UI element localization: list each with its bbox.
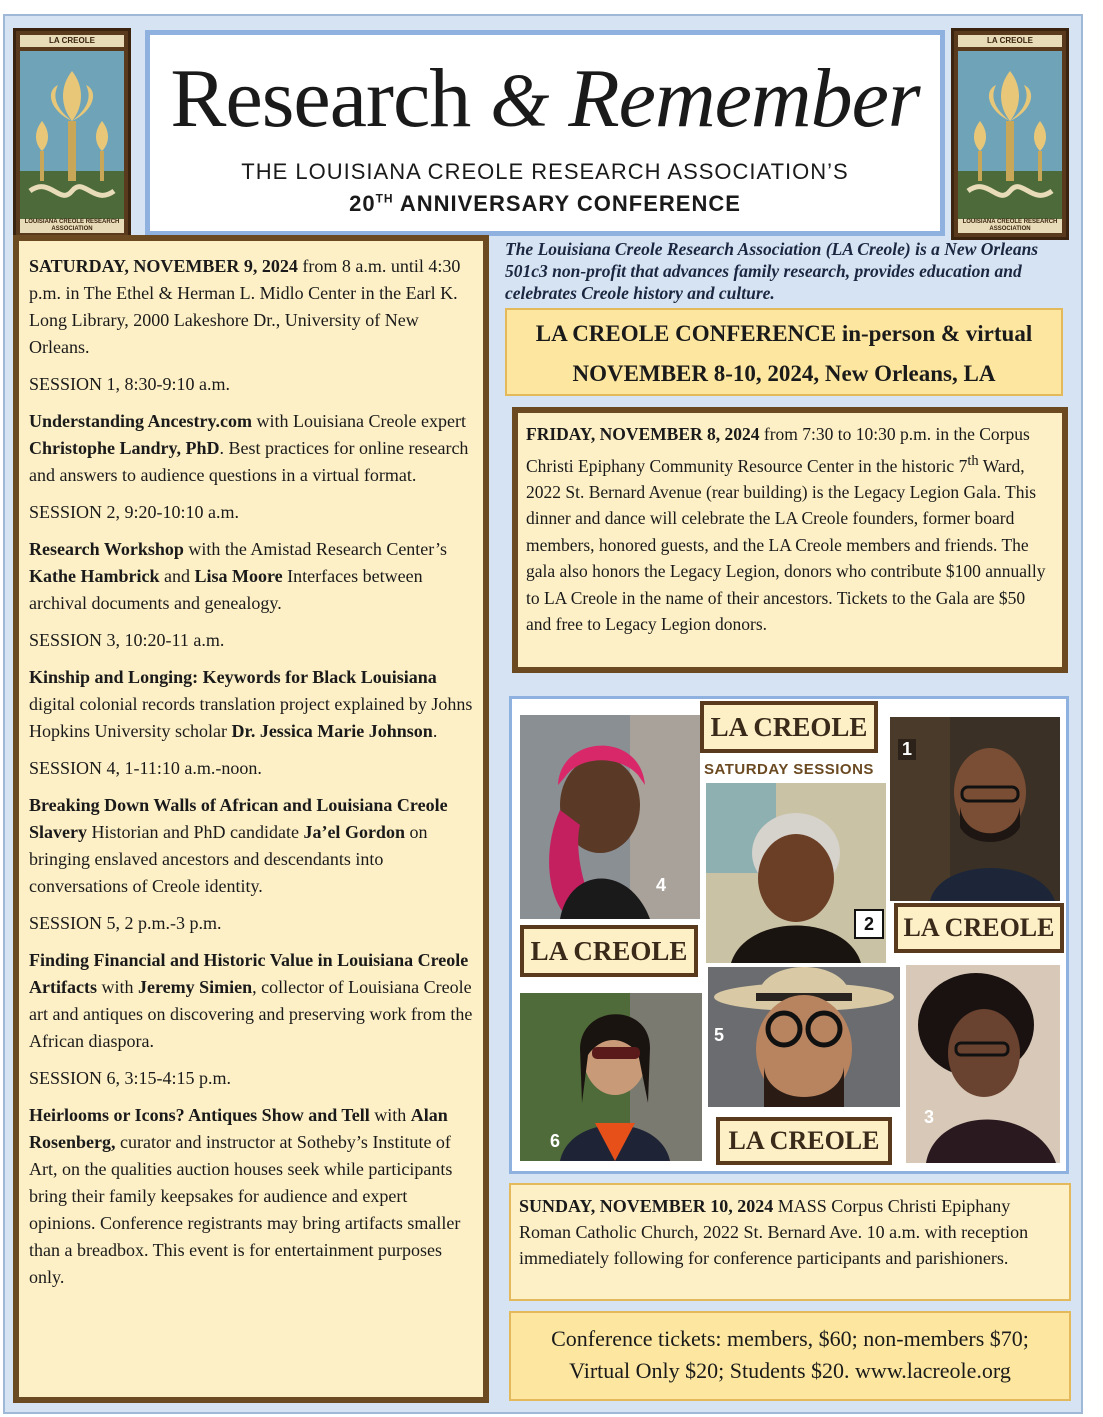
session-2-desc: Research Workshop with the Amistad Research Center’s Kathe Hambrick and Lisa Moore Interfaces between archival documents and genealogy.: [29, 539, 447, 613]
speaker-photo-1: [890, 717, 1060, 901]
photo-number-5: 5: [714, 1025, 725, 1045]
photo-number-3: 3: [924, 1107, 935, 1127]
speaker-photo-4: [520, 715, 700, 919]
speaker-photo-6: [520, 993, 702, 1161]
subtitle-anniversary: 20TH ANNIVERSARY CONFERENCE: [349, 191, 741, 216]
speaker-photo-2: [706, 783, 886, 963]
session-4-desc: Breaking Down Walls of African and Louisiana Creole Slavery Historian and PhD candidate Ja’el Gordon on bringing enslaved ancestors and descendants into conversations of Creole identity.: [29, 795, 448, 896]
la-creole-badge-right: LA CREOLE: [894, 903, 1064, 953]
conference-line1: LA CREOLE CONFERENCE in-person & virtual: [535, 321, 1033, 346]
la-creole-badge-bottom: LA CREOLE: [716, 1117, 892, 1165]
session-1-time: SESSION 1, 8:30-9:10 a.m.: [29, 374, 231, 394]
la-creole-badge-left: LA CREOLE: [520, 925, 698, 977]
photo-number-1: 1: [898, 739, 916, 760]
la-creole-badge-top: LA CREOLE: [700, 701, 878, 753]
session-5-time: SESSION 5, 2 p.m.-3 p.m.: [29, 913, 222, 933]
saturday-sessions-label: SATURDAY SESSIONS: [704, 761, 874, 778]
association-intro: The Louisiana Creole Research Association (LA Creole) is a New Orleans 501c3 non-profit that advances family research, provides education and celebrates Creole history and culture.: [505, 239, 1039, 303]
portrait-icon: [520, 993, 702, 1161]
subtitle-association: THE LOUISIANA CREOLE RESEARCH ASSOCIATION’S: [241, 159, 849, 184]
fleur-de-lis-icon: [958, 51, 1062, 221]
logo-bottom-label: LOUISIANA CREOLE RESEARCH ASSOCIATION: [20, 219, 124, 233]
session-3-desc: Kinship and Longing: Keywords for Black Louisiana digital colonial records translation project explained by Johns Hopkins University scholar Dr. Jessica Marie Johnson.: [29, 667, 473, 741]
portrait-icon: [520, 715, 700, 919]
sunday-mass: SUNDAY, NOVEMBER 10, 2024 MASS Corpus Christi Epiphany Roman Catholic Church, 2022 St. Bernard Ave. 10 a.m. with reception immediately following for conference participants and parishioners.: [509, 1183, 1071, 1301]
ticket-info: [509, 1311, 1071, 1401]
photo-number-2: 2: [854, 909, 884, 939]
portrait-icon: [906, 965, 1060, 1163]
session-1-desc: Understanding Ancestry.com with Louisiana Creole expert Christophe Landry, PhD. Best practices for online research and answers to audience questions in a virtual format.: [29, 411, 469, 485]
fleur-de-lis-icon: [20, 51, 124, 221]
tickets-line1: Conference tickets: members, $60; non-members $70;: [551, 1326, 1029, 1351]
session-2-time: SESSION 2, 9:20-10:10 a.m.: [29, 502, 240, 522]
title-banner: [145, 30, 945, 236]
la-creole-logo-left: [13, 28, 131, 240]
session-3-time: SESSION 3, 10:20-11 a.m.: [29, 630, 225, 650]
session-4-time: SESSION 4, 1-11:10 a.m.-noon.: [29, 758, 262, 778]
tickets-line2: Virtual Only $20; Students $20. www.lacreole.org: [569, 1358, 1011, 1383]
logo-bottom-label: LOUISIANA CREOLE RESEARCH ASSOCIATION: [958, 219, 1062, 233]
speaker-photo-5: [708, 967, 900, 1107]
friday-gala: FRIDAY, NOVEMBER 8, 2024 from 7:30 to 10:30 p.m. in the Corpus Christi Epiphany Community Resource Center in the historic 7th Ward, 2022 St. Bernard Avenue (rear building) is the Legacy Legion Gala. This dinner and dance will celebrate the LA Creole founders, former board members, honored guests, and the LA Creole members and friends. The gala also honors the Legacy Legion, donors who contribute $100 annually to LA Creole in the name of their ancestors. Tickets to the Gala are $50 and free to Legacy Legion donors.: [512, 407, 1068, 673]
saturday-schedule: [13, 235, 489, 1403]
photo-number-6: 6: [550, 1131, 561, 1151]
session-6-desc: Heirlooms or Icons? Antiques Show and Tell with Alan Rosenberg, curator and instructor at Sotheby’s Institute of Art, on the qualities auction houses seek while participants bring their family keepsakes for audience and expert opinions. Conference registrants may bring artifacts smaller than a breadbox. This event is for entertainment purposes only.: [29, 1105, 461, 1287]
session-6-time: SESSION 6, 3:15-4:15 p.m.: [29, 1068, 232, 1088]
page-title: Research & Remember: [170, 52, 920, 145]
portrait-icon: [708, 967, 900, 1107]
speaker-photo-collage: [509, 696, 1069, 1174]
speaker-photo-3: [906, 965, 1060, 1163]
photo-number-4: 4: [656, 875, 667, 895]
conference-banner: [505, 308, 1063, 396]
conference-line2: NOVEMBER 8-10, 2024, New Orleans, LA: [572, 361, 996, 386]
la-creole-logo-right: [951, 28, 1069, 240]
session-5-desc: Finding Financial and Historic Value in Louisiana Creole Artifacts with Jeremy Simien, collector of Louisiana Creole art and antiques on discovering and preserving work from the African diaspora.: [29, 950, 473, 1051]
logo-top-label: LA CREOLE: [958, 35, 1062, 47]
logo-top-label: LA CREOLE: [20, 35, 124, 47]
saturday-intro: SATURDAY, NOVEMBER 9, 2024 from 8 a.m. until 4:30 p.m. in The Ethel & Herman L. Midlo Center in the Earl K. Long Library, 2000 Lakeshore Dr., University of New Orleans.: [29, 256, 461, 357]
